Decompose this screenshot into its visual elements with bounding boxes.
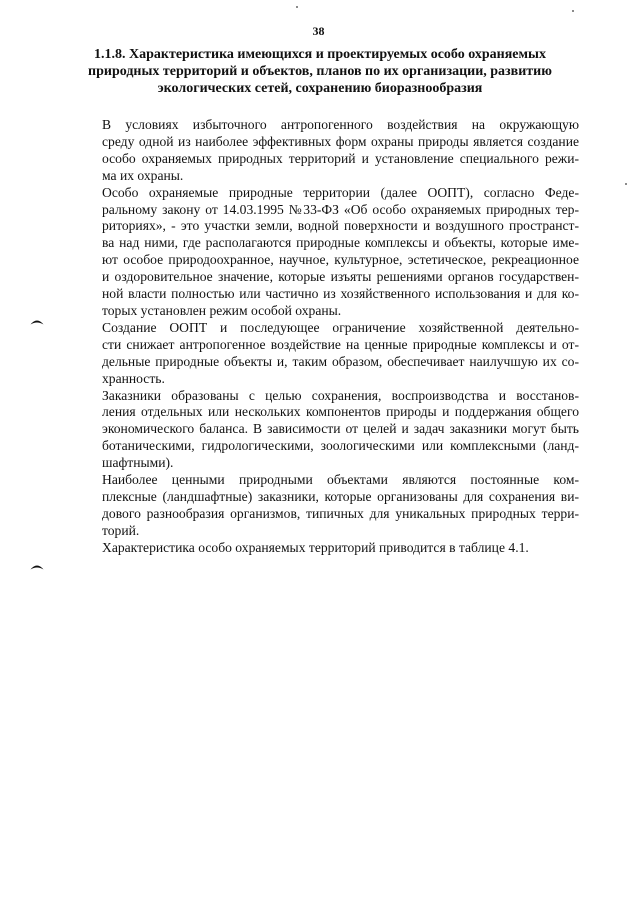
- heading-line: 1.1.8. Характеристика имеющихся и проектируемых особо охраняемых: [94, 47, 546, 62]
- paragraph-5: [60, 472, 579, 540]
- paragraph-6: [60, 540, 579, 557]
- page-number: 38: [312, 24, 325, 38]
- text-line: ботаническими, гидрологическими, зоологическими или комплексными (ланд-: [102, 438, 579, 454]
- paragraph-1: [60, 117, 579, 185]
- binder-hole-mark-icon: [30, 563, 44, 570]
- text-line: ральному закону от 14.03.1995 №33-ФЗ «Об особо охраняемых природных тер-: [102, 201, 579, 217]
- paragraph-3: [60, 320, 579, 388]
- paragraph-4: [60, 388, 579, 473]
- text-line: ма их охраны.: [102, 167, 184, 183]
- text-line: Характеристика особо охраняемых территорий приводится в таблице 4.1.: [102, 539, 529, 555]
- scan-speck: [572, 10, 574, 12]
- text-line: ва над ними, где располагаются природные комплексы и объекты, которые име-: [102, 235, 579, 251]
- text-line: Создание ООПТ и последующее ограничение хозяйственной деятельно-: [102, 319, 579, 335]
- binder-hole-mark-icon: [30, 318, 44, 325]
- text-line: торых установлен режим особой охраны.: [102, 302, 342, 318]
- scan-speck: [625, 183, 627, 185]
- text-line: риториях», - это участки земли, водной поверхности и воздушного пространст-: [102, 218, 579, 234]
- text-line: особо охраняемых природных территорий и установление специального режи-: [102, 150, 579, 166]
- text-line: плексные (ландшафтные) заказники, которые организованы для сохранения ви-: [102, 488, 579, 504]
- text-line: ют особое природоохранное, научное, культурное, эстетическое, рекреационное: [102, 252, 579, 268]
- text-line: Наиболее ценными природными объектами являются постоянные ком-: [102, 472, 579, 488]
- text-line: сти снижает антропогенное воздействие на ценные природные комплексы и от-: [102, 336, 579, 352]
- text-line: В условиях избыточного антропогенного воздействия на окружающую: [102, 117, 579, 132]
- text-line: шафтными).: [102, 455, 174, 471]
- body-text: [60, 117, 579, 557]
- text-line: экономического баланса. В зависимости от целей и задач заказники могут быть: [102, 421, 579, 437]
- text-line: Особо охраняемые природные территории (далее ООПТ), согласно Феде-: [102, 184, 579, 200]
- heading-line: природных территорий и объектов, планов по их организации, развитию: [88, 64, 552, 79]
- paragraph-2: [60, 185, 579, 320]
- text-line: дового разнообразия организмов, типичных для уникальных природных терри-: [102, 505, 579, 521]
- text-line: Заказники образованы с целью сохранения, воспроизводства и восстанов-: [102, 387, 579, 403]
- text-line: дельные природные объекты и, таким образом, обеспечивает наилучшую их со-: [102, 353, 579, 369]
- text-line: хранность.: [102, 370, 165, 386]
- text-line: ления отдельных или нескольких компонентов природы и поддержания общего: [102, 404, 579, 420]
- text-line: среду одной из наиболее эффективных форм охраны природы является создание: [102, 133, 579, 149]
- text-line: торий.: [102, 522, 140, 538]
- section-heading: [60, 46, 580, 97]
- text-line: и оздоровительное значение, которые изъяты решениями органов государствен-: [102, 269, 579, 285]
- text-line: ной власти полностью или частично из хозяйственного использования и для ко-: [102, 286, 579, 302]
- scan-speck: [296, 6, 298, 8]
- heading-line: экологических сетей, сохранению биоразнообразия: [157, 81, 483, 96]
